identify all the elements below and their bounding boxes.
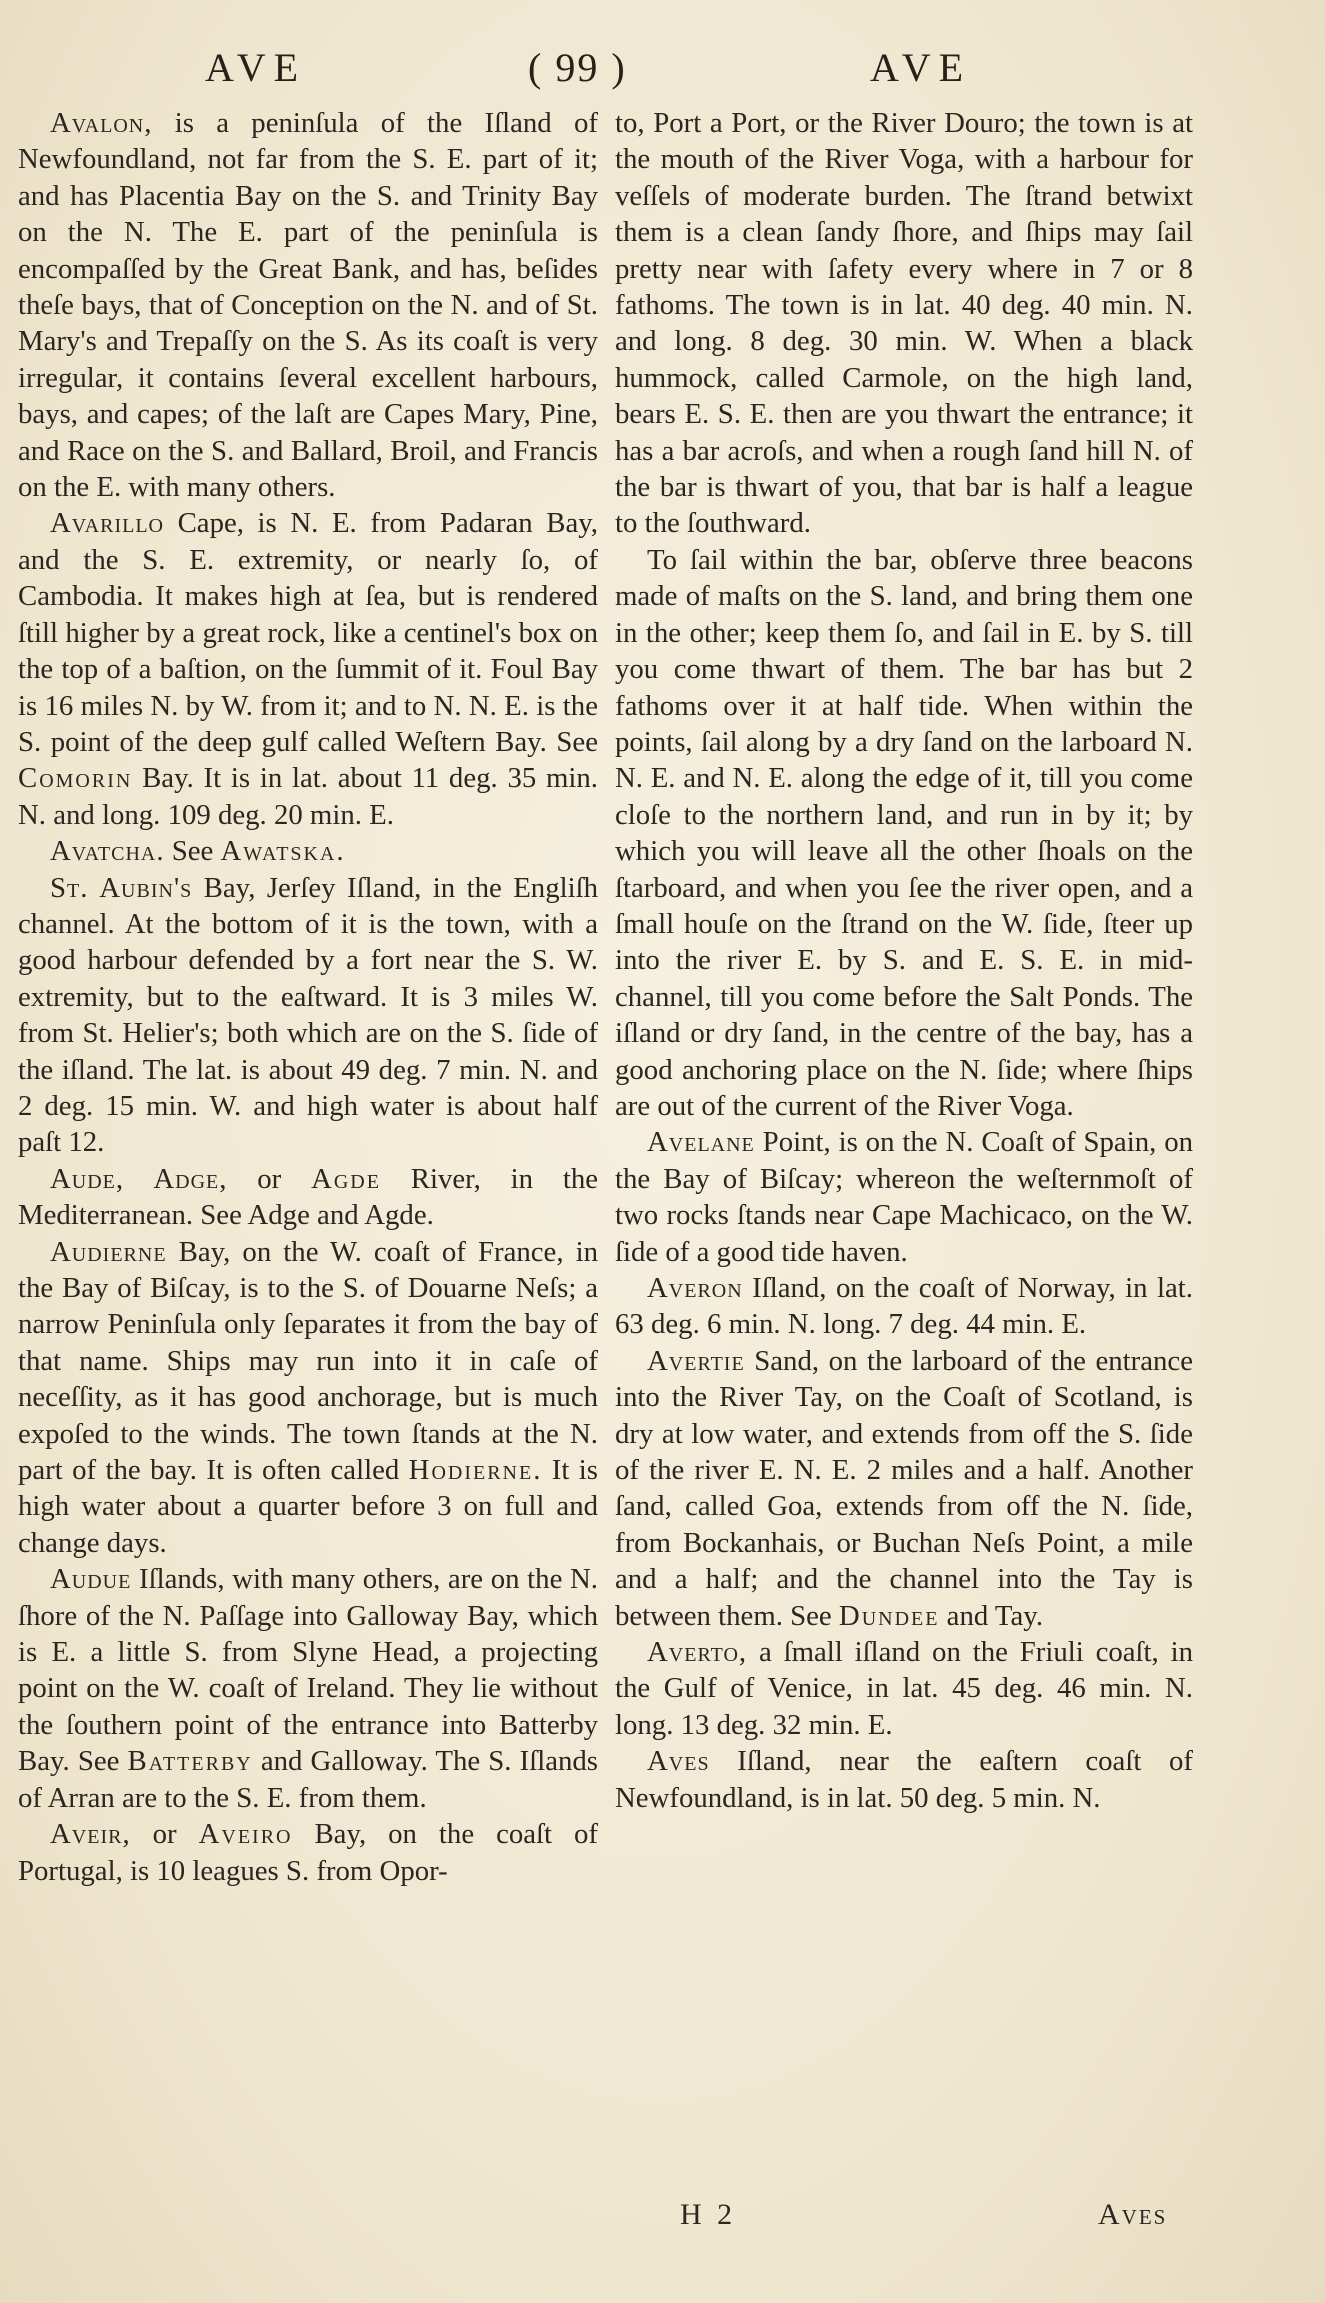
entry-headword: Avelane xyxy=(647,1126,755,1159)
entry-headword: Audue xyxy=(50,1563,132,1596)
dictionary-entry xyxy=(615,1743,1193,1816)
cross-reference: Dundee xyxy=(838,1599,940,1632)
dictionary-entry xyxy=(18,1561,598,1816)
entry-text: Iſland, on the coaſt of Norway, in lat. 63 deg. 6 min. N. long. 7 deg. 44 min. E. xyxy=(615,1272,1193,1341)
entry-headword: St. Aubin's xyxy=(50,871,193,904)
dictionary-entry xyxy=(615,1124,1193,1270)
entry-headword: Averto, xyxy=(647,1636,748,1669)
dictionary-entry xyxy=(18,870,598,1161)
entry-text: or xyxy=(227,1162,312,1195)
entry-headword: Aude, Adge, xyxy=(50,1162,228,1195)
cross-reference: Batterby xyxy=(127,1745,253,1778)
entry-headword: Aves xyxy=(647,1745,710,1778)
catchword: Aves xyxy=(1098,2198,1168,2231)
entry-text: Bay, Jerſey Iſland, in the Engliſh channel. At the bottom of it is the town, with a good harbour defended by a fort near the S. W. extremity, but to the eaſtward. It is 3 miles W. from St. Helier's; both which are on the S. ſide of the iſland. The lat. is about 49 deg. 7 min. N. and 2 deg. 15 min. W. and high water is about half paſt 12. xyxy=(18,871,598,1159)
right-column xyxy=(615,105,1193,1816)
cross-reference: Agde xyxy=(311,1162,381,1195)
entry-text: Point, is on the N. Coaſt of Spain, on the Bay of Biſcay; whereon the weſternmoſt of two rocks ſtands near Cape Machicaco, on the W. ſide of a good tide haven. xyxy=(615,1126,1193,1268)
dictionary-entry xyxy=(18,1161,598,1234)
cross-reference: Comorin xyxy=(18,762,133,795)
entry-text: Iſland, near the eaſtern coaſt of Newfoundland, is in lat. 50 deg. 5 min. N. xyxy=(615,1745,1193,1814)
dictionary-entry xyxy=(615,542,1193,1125)
page-number: ( 99 ) xyxy=(528,45,627,90)
dictionary-entry xyxy=(18,505,598,833)
page-footer xyxy=(0,2198,1325,2248)
dictionary-entry xyxy=(18,1816,598,1889)
entry-headword: Avertie xyxy=(647,1344,745,1377)
header-left-word: AVE xyxy=(205,45,307,90)
entry-text: To ſail within the bar, obſerve three beacons made of maſts on the S. land, and bring them one in the other; keep them ſo, and ſail in E. by S. till you come thwart of them. The bar has but 2 fathoms over it at half tide. When within the points, ſail along by a dry ſand on the larboard N. N. E. and N. E. along the edge of it, till you come cloſe to the northern land, and run in by it; by which you will leave all the other ſhoals on the ſtarboard, and when you ſee the river open, and a ſmall houſe on the ſtrand on the W. ſide, ſteer up into the river E. by S. and E. S. E. in mid-channel, till you come before the Salt Ponds. The iſland or dry ſand, in the centre of the bay, has a good anchoring place on the N. ſide; where ſhips are out of the current of the River Voga. xyxy=(615,543,1193,1122)
entry-headword: Audierne xyxy=(50,1235,167,1268)
entry-text: or xyxy=(130,1818,199,1851)
entry-headword: Averon xyxy=(647,1272,743,1304)
entry-text: Bay, on the coaſt of Portugal, is 10 leagues S. from Opor- xyxy=(18,1818,599,1887)
dictionary-entry xyxy=(615,105,1193,542)
entry-text: Sand, on the larboard of the entrance into the River Tay, on the Coaſt of Scotland, is dry at low water, and extends from off the S. ſide of the river E. N. E. 2 miles and a half. Another ſand, called Goa, extends from off the N. ſide, from Bockanhais, or Buchan Neſs Point, a mile and a half; and the channel into the Tay is between them. See xyxy=(615,1344,1193,1632)
cross-reference: Awatska. xyxy=(220,835,346,868)
entry-text: It is high water about a quarter before 3 on full and change days. xyxy=(18,1454,598,1559)
entry-text: Cape, is N. E. from Padaran Bay, and the S. E. extremity, or nearly ſo, of Cambodia. It makes high at ſea, but is rendered ſtill higher by a great rock, like a centinel's box on the top of a baſtion, on the ſummit of it. Foul Bay is 16 miles N. by W. from it; and to N. N. E. is the S. point of the deep gulf called Weſtern Bay. See xyxy=(18,507,598,758)
cross-reference: Aveiro xyxy=(198,1818,293,1851)
entry-text: Iſlands, with many others, are on the N. ſhore of the N. Paſſage into Galloway Bay, which is E. a little S. from Slyne Head, a projecting point on the W. coaſt of Ireland. They lie without the ſouthern point of the entrance into Batterby Bay. See xyxy=(18,1563,598,1778)
entry-headword: Aveir, xyxy=(50,1818,131,1851)
entry-text: a ſmall iſland on the Friuli coaſt, in the Gulf of Venice, in lat. 45 deg. 46 min. N. long. 13 deg. 32 min. E. xyxy=(615,1636,1193,1741)
left-column xyxy=(18,105,598,1889)
entry-text: is a peninſula of the Iſland of Newfoundland, not far from the S. E. part of it; and has Placentia Bay on the S. and Trinity Bay on the N. The E. part of the peninſula is encompaſſed by the Great Bank, and has, beſides theſe bays, that of Conception on the N. and of St. Mary's and Trepaſſy on the S. As its coaſt is very irregular, it contains ſeveral excellent harbours, bays, and capes; of the laſt are Capes Mary, Pine, and Race on the S. and Ballard, Broil, and Francis on the E. with many others. xyxy=(18,107,598,504)
entry-text: River, in the Mediterranean. See Adge and Agde. xyxy=(18,1162,599,1232)
dictionary-entry xyxy=(18,833,598,869)
dictionary-entry xyxy=(615,1343,1193,1634)
cross-reference: Hodierne. xyxy=(408,1454,543,1487)
entry-text: to, Port a Port, or the River Douro; the town is at the mouth of the River Voga, with a harbour for veſſels of moderate burden. The ſtrand betwixt them is a clean ſandy ſhore, and ſhips may ſail pretty near with ſafety every where in 7 or 8 fathoms. The town is in lat. 40 deg. 40 min. N. and long. 8 deg. 30 min. W. When a black hummock, called Carmole, on the high land, bears E. S. E. then are you thwart the entrance; it has a bar acroſs, and when a rough ſand hill N. of the bar is thwart of you, that bar is half a league to the ſouthward. xyxy=(615,107,1193,540)
header-right-word: AVE xyxy=(870,45,972,90)
dictionary-entry xyxy=(18,1234,598,1562)
entry-text: and Tay. xyxy=(939,1599,1044,1632)
dictionary-entry xyxy=(18,105,598,505)
dictionary-entry xyxy=(615,1634,1193,1743)
entry-headword: Avalon, xyxy=(50,107,153,139)
signature-mark: H 2 xyxy=(680,2198,737,2231)
entry-headword: Avatcha. xyxy=(50,835,165,868)
entry-text: See xyxy=(164,835,221,868)
entry-text: and Galloway. The S. Iſlands of Arran are to the S. E. from them. xyxy=(18,1745,598,1814)
entry-text: Bay. It is in lat. about 11 deg. 35 min. N. and long. 109 deg. 20 min. E. xyxy=(18,762,598,831)
entry-text: Bay, on the W. coaſt of France, in the Bay of Biſcay, is to the S. of Douarne Neſs; a narrow Peninſula only ſeparates it from the bay of that name. Ships may run into it in caſe of neceſſity, as it has good anchorage, but is much expoſed to the winds. The town ſtands at the N. part of the bay. It is often called xyxy=(18,1235,598,1487)
dictionary-entry xyxy=(615,1270,1193,1343)
entry-headword: Avarillo xyxy=(50,507,164,540)
running-header xyxy=(0,38,1325,98)
